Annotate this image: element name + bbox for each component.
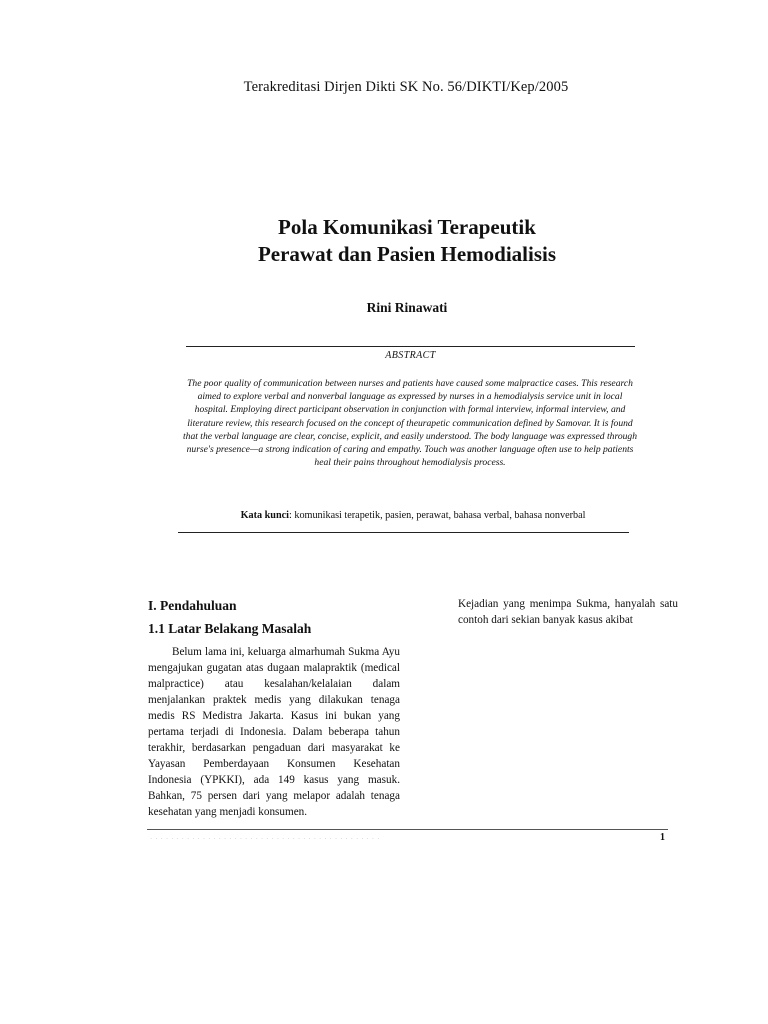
article-title — [0, 214, 768, 268]
footer-faded-text: · · · · · · · · · · · · · · · · · · · · · · · · · · · · · · · · · · · · · · · · · · · · — [150, 835, 381, 843]
abstract-text: The poor quality of communication between nurses and patients have caused some malpractice cases. This research aimed to explore verbal and nonverbal language as expressed by nurses in a hemodialysis service unit in local hospital. Employing direct participant observation in conjunction with formal interview, informal interview, and literature review, this research focused on the concept of theurapetic communication defined by Samovar. It is found that the verbal language are clear, concise, explicit, and easily understood. The body language was expressed through nurse's presence—a strong indication of caring and empathy. Touch was another language often use to help patients heal their pains throughout hemodialysis process. — [182, 378, 638, 469]
journal-accreditation-header: Terakreditasi Dirjen Dikti SK No. 56/DIKTI/Kep/2005 — [243, 79, 569, 95]
keywords — [178, 510, 648, 521]
footer-rule — [147, 829, 668, 830]
body-paragraph-right: Kejadian yang menimpa Sukma, hanyalah satu contoh dari sekian banyak kasus akibat — [458, 598, 678, 626]
section-heading: I. Pendahuluan — [148, 598, 237, 613]
title-line-1: Pola Komunikasi Terapeutik — [278, 215, 536, 239]
subsection-heading: 1.1 Latar Belakang Masalah — [148, 621, 312, 636]
page-number: 1 — [660, 832, 665, 843]
keywords-list: : komunikasi terapetik, pasien, perawat, bahasa verbal, bahasa nonverbal — [288, 510, 586, 521]
body-paragraph-left: Belum lama ini, keluarga almarhumah Sukma Ayu mengajukan gugatan atas dugaan malapraktik (medical malpractice) atau kesalahan/kelalaian dalam menjalankan praktek medis yang dilakukan tenaga medis RS Medistra Jakarta. Kasus ini bukan yang pertama terjadi di Indonesia. Dalam beberapa tahun terakhir, berdasarkan pengaduan dari masyarakat ke Yayasan Pemberdayaan Konsumen Kesehatan Indonesia (YPKKI), ada 149 kasus yang masuk. Bahkan, 75 persen dari yang melapor adalah tenaga kesehatan yang menjadi konsumen. — [148, 646, 400, 818]
abstract-bottom-rule — [178, 532, 629, 533]
abstract-heading: ABSTRACT — [385, 350, 436, 361]
abstract-top-rule — [186, 346, 635, 347]
keywords-label: Kata kunci — [240, 510, 289, 521]
author-name: Rini Rinawati — [366, 300, 448, 315]
title-line-2: Perawat dan Pasien Hemodialisis — [257, 242, 557, 266]
